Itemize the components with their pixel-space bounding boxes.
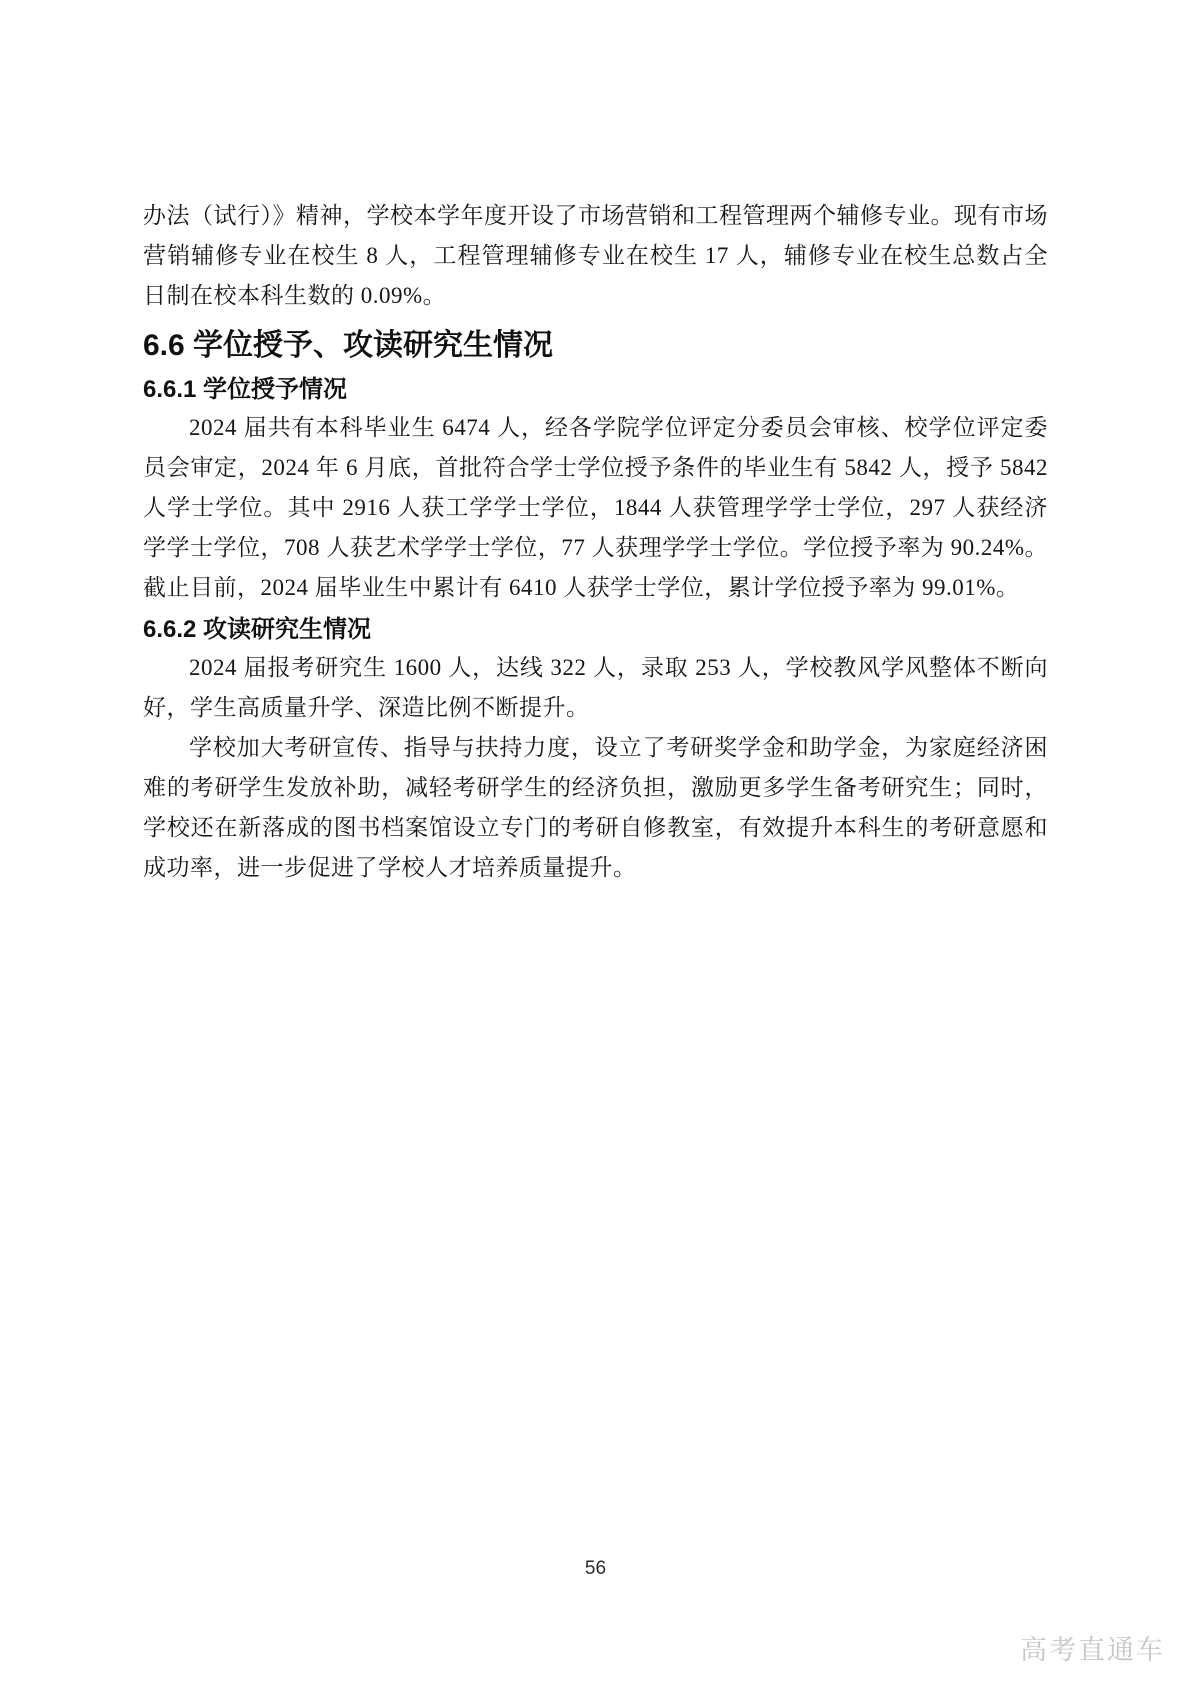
paragraph-graduate-exam-support: 学校加大考研宣传、指导与扶持力度，设立了考研奖学金和助学金，为家庭经济困难的考研学生发放补助，减轻考研学生的经济负担，激励更多学生备考研究生；同时，学校还在新落成的图书档案馆设立专门的考研自修教室，有效提升本科生的考研意愿和成功率，进一步促进了学校人才培养质量提升。	[143, 735, 1048, 880]
page-content	[143, 196, 1048, 888]
watermark-gaokao-zhitongche: 高考直通车	[1020, 1635, 1165, 1665]
paragraph-minor-programs: 办法（试行）》精神，学校本学年度开设了市场营销和工程管理两个辅修专业。现有市场营销辅修专业在校生 8 人，工程管理辅修专业在校生 17 人，辅修专业在校生总数占全日制在校本科生数的 0.09%。	[143, 203, 1048, 308]
subsection-heading-6-6-2: 6.6.2 攻读研究生情况	[143, 616, 372, 643]
subsection-heading-6-6-1: 6.6.1 学位授予情况	[143, 376, 348, 403]
section-heading-6-6: 6.6 学位授予、攻读研究生情况	[143, 329, 554, 362]
paragraph-graduate-exam-stats: 2024 届报考研究生 1600 人，达线 322 人，录取 253 人，学校教风学风整体不断向好，学生高质量升学、深造比例不断提升。	[143, 655, 1048, 720]
page-number: 56	[584, 1558, 607, 1579]
paragraph-degree-conferral: 2024 届共有本科毕业生 6474 人，经各学院学位评定分委员会审核、校学位评定委员会审定，2024 年 6 月底，首批符合学士学位授予条件的毕业生有 5842 人，授予 5842 人学士学位。其中 2916 人获工学学士学位，1844 人获管理学学士学位，297 人获经济学学士学位，708 人获艺术学学士学位，77 人获理学学士学位。学位授予率为 90.24%。截止目前，2024 届毕业生中累计有 6410 人获学士学位，累计学位授予率为 99.01%。	[143, 415, 1048, 600]
